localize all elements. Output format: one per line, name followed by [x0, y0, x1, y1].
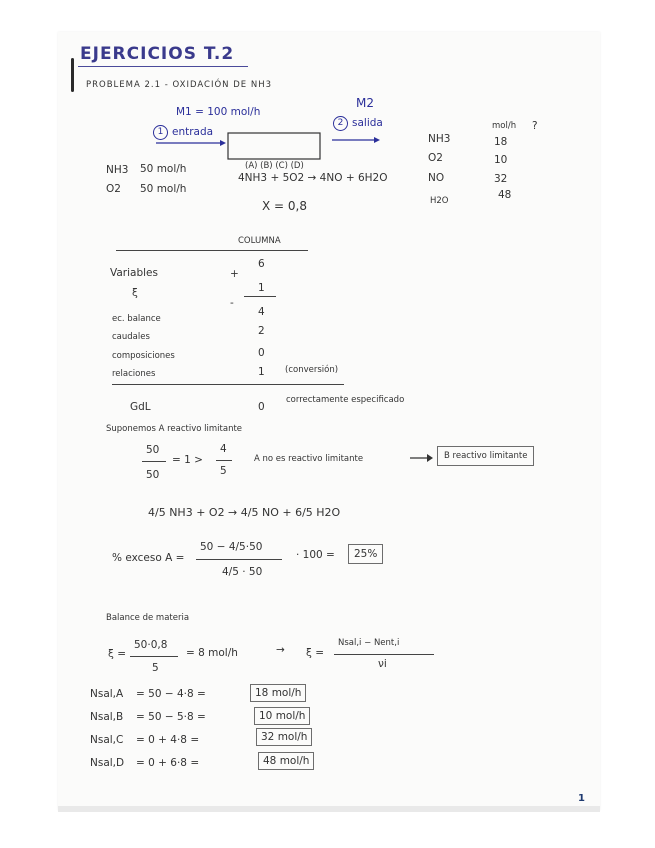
dof-sign-plus: +: [230, 268, 239, 280]
product-species-no: NO: [428, 172, 445, 184]
xi-arrow: →: [276, 644, 285, 656]
gdl-label: GdL: [130, 401, 151, 413]
limiting-frac-den: 50: [146, 469, 160, 481]
product-species-h2o: H2O: [430, 196, 449, 206]
xi-formula-bar: [334, 654, 434, 655]
dof-label-flows: caudales: [112, 332, 150, 342]
nsal-d-result: 48 mol/h: [258, 752, 314, 770]
balance-heading: Balance de materia: [106, 613, 190, 623]
nsal-d-label: Nsal,D: [90, 757, 125, 769]
dof-sum-rule: [244, 296, 276, 297]
gdl-note: correctamente especificado: [286, 395, 405, 405]
product-value-no: 32: [494, 173, 508, 185]
product-unit: mol/h: [492, 121, 517, 131]
nsal-c-label: Nsal,C: [90, 734, 124, 746]
title-underline: [78, 66, 248, 67]
dof-value-relations: 1: [258, 366, 265, 378]
dof-bottom-rule: [112, 384, 344, 385]
xi-formula-num: Nsal,i − Nent,i: [338, 638, 400, 648]
dof-top-rule: [116, 250, 308, 251]
species-letters: (A) (B) (C) (D): [245, 161, 304, 171]
page-title: EJERCICIOS T.2: [80, 44, 235, 64]
nsal-c-expr: = 0 + 4·8 =: [136, 734, 200, 746]
dof-value-xi: 1: [258, 282, 265, 294]
outlet-arrow-head: [374, 137, 380, 143]
nsal-b-expr: = 50 − 5·8 =: [136, 711, 206, 723]
product-value-h2o: 48: [498, 189, 512, 201]
limiting-frac-bar: [142, 461, 166, 462]
nsal-a-label: Nsal,A: [90, 688, 124, 700]
dof-value-compositions: 0: [258, 347, 265, 359]
dof-sign-minus: -: [230, 297, 234, 309]
limiting-result: B reactivo limitante: [437, 446, 534, 466]
conversion-value: X = 0,8: [262, 199, 307, 213]
dof-label-xi: ξ: [132, 287, 138, 299]
feed-o2-value: 50 mol/h: [140, 183, 187, 195]
product-species-o2: O2: [428, 152, 443, 164]
reaction-equation: 4NH3 + 5O2 → 4NO + 6H2O: [238, 172, 388, 184]
dof-value-balance: 4: [258, 306, 265, 318]
inlet-label: entrada: [172, 126, 214, 138]
dof-note-conversion: (conversión): [285, 365, 339, 375]
problem-heading: PROBLEMA 2.1 - OXIDACIÓN DE NH3: [86, 80, 273, 90]
inlet-flow-label: M1 = 100 mol/h: [176, 106, 261, 118]
product-value-o2: 10: [494, 154, 508, 166]
excess-den: 4/5 · 50: [222, 566, 263, 578]
margin-mark: [71, 58, 74, 92]
limiting-conclusion: A no es reactivo limitante: [254, 454, 364, 464]
product-unknown-mark: ?: [532, 120, 538, 132]
xi-formula-lhs: ξ =: [306, 647, 324, 659]
feed-nh3-value: 50 mol/h: [140, 163, 187, 175]
limiting-arrow: [410, 452, 434, 464]
xi-formula-den: νi: [378, 658, 387, 670]
page-number: 1: [578, 793, 585, 804]
xi-label: ξ =: [108, 648, 126, 660]
outlet-number: 2: [333, 116, 348, 131]
excess-label: % exceso A =: [112, 552, 185, 564]
page-edge: [58, 806, 600, 812]
xi-den: 5: [152, 662, 159, 674]
dof-value-variables: 6: [258, 258, 265, 270]
nsal-a-expr: = 50 − 4·8 =: [136, 688, 206, 700]
xi-frac-bar: [130, 656, 178, 657]
limiting-compare: = 1 >: [172, 454, 203, 466]
nsal-a-result: 18 mol/h: [250, 684, 306, 702]
limiting-frac-num: 50: [146, 444, 160, 456]
nsal-c-result: 32 mol/h: [256, 728, 312, 746]
dof-label-compositions: composiciones: [112, 351, 175, 361]
inlet-number: 1: [153, 125, 168, 140]
excess-num: 50 − 4/5·50: [200, 541, 263, 553]
limiting-intro: Suponemos A reactivo limitante: [106, 424, 243, 434]
nsal-b-result: 10 mol/h: [254, 707, 310, 725]
feed-o2-species: O2: [106, 183, 121, 195]
limiting-cmp-bar: [216, 460, 232, 461]
excess-result: 25%: [348, 544, 383, 564]
product-species-nh3: NH3: [428, 133, 451, 145]
excess-times: · 100 =: [296, 549, 335, 561]
product-value-nh3: 18: [494, 136, 508, 148]
dof-header: COLUMNA: [238, 236, 281, 246]
dof-value-flows: 2: [258, 325, 265, 337]
excess-frac-bar: [196, 559, 282, 560]
limiting-cmp-num: 4: [220, 443, 227, 455]
reactor-box: [228, 133, 320, 159]
inlet-arrow-head: [220, 140, 226, 146]
gdl-value: 0: [258, 401, 265, 413]
normalized-reaction: 4/5 NH3 + O2 → 4/5 NO + 6/5 H2O: [148, 506, 341, 519]
xi-result: = 8 mol/h: [186, 647, 238, 659]
xi-num: 50·0,8: [134, 639, 168, 651]
nsal-b-label: Nsal,B: [90, 711, 124, 723]
dof-label-relations: relaciones: [112, 369, 156, 379]
dof-label-variables: Variables: [110, 267, 158, 279]
limiting-cmp-den: 5: [220, 465, 227, 477]
outlet-flow-label: M2: [356, 96, 374, 110]
feed-nh3-species: NH3: [106, 164, 129, 176]
outlet-label: salida: [352, 117, 383, 129]
dof-label-balance: ec. balance: [112, 314, 161, 324]
nsal-d-expr: = 0 + 6·8 =: [136, 757, 200, 769]
